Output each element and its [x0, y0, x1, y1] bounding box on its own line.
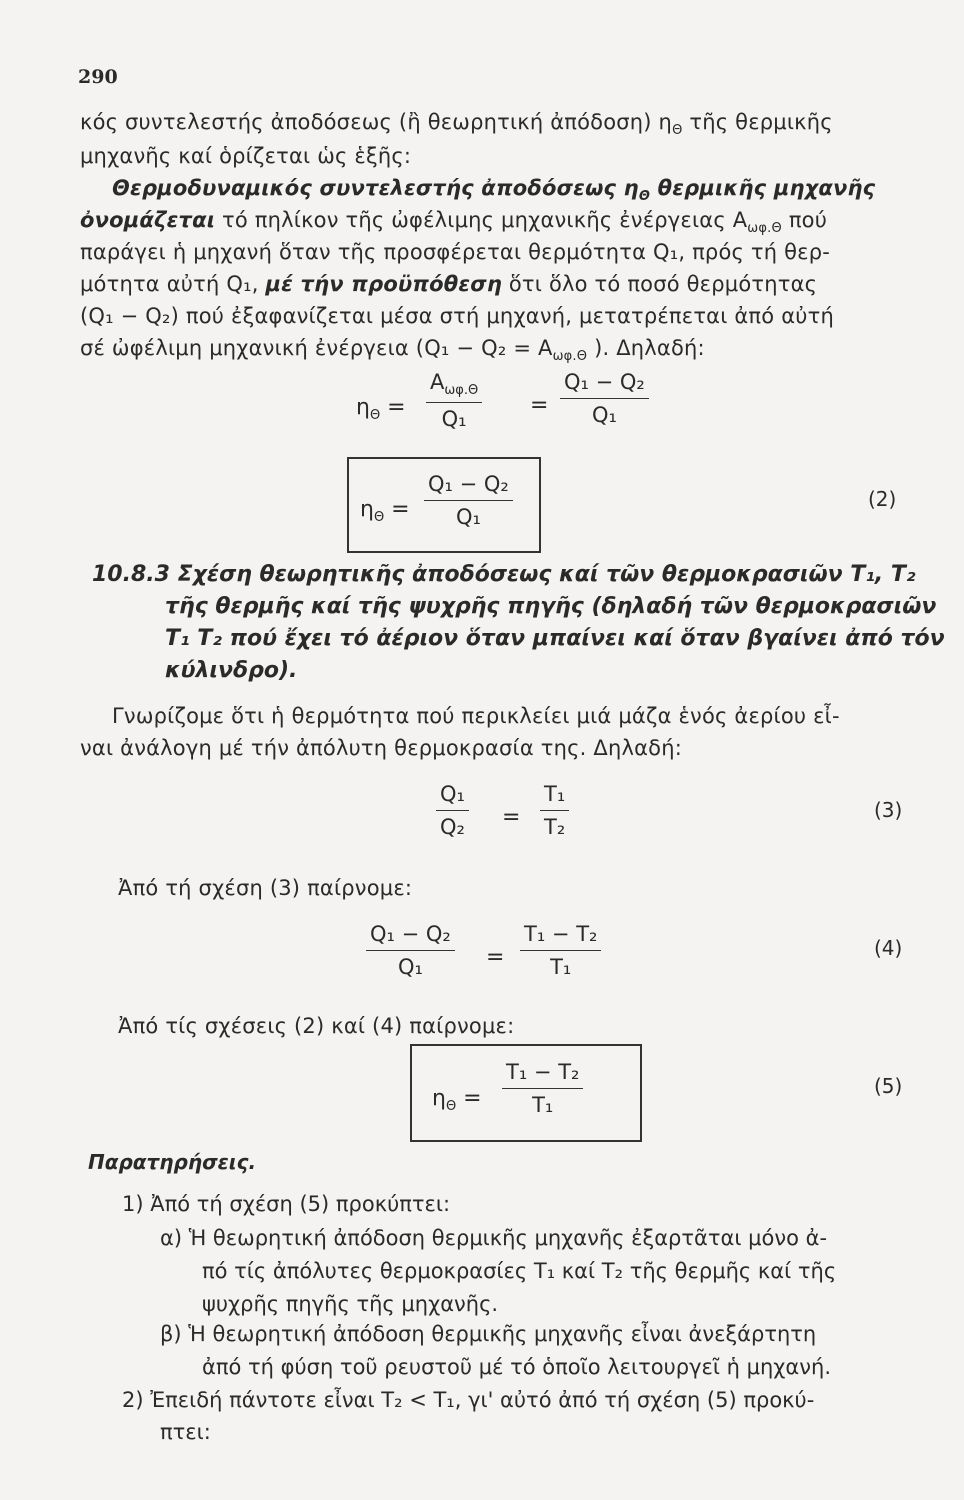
remark-1a-line-2: πό τίς ἀπόλυτες θερμοκρασίες T₁ καί T₂ τῆς θερμῆς καί τῆς	[202, 1259, 837, 1283]
remark-1a-line-1: α) Ἡ θεωρητική ἀπόδοση θερμικῆς μηχανῆς ἐξαρτᾶται μόνο ἀ-	[160, 1226, 828, 1250]
intro-text-1: κός συντελεστής ἀποδόσεως (ἢ θεωρητική ἀπόδοση) η	[80, 110, 673, 134]
definition-bold-end: θερμικῆς μηχανῆς	[650, 176, 876, 200]
para2-line-1: Γνωρίζομε ὅτι ἡ θερμότητα πού περικλείει μιά μάζα ἑνός ἀερίου εἶ-	[112, 704, 840, 728]
intro-line-2: μηχανῆς καί ὁρίζεται ὡς ἑξῆς:	[80, 144, 412, 168]
eq4-den1: Q₁	[397, 955, 423, 979]
eq3-den2: T₂	[544, 815, 566, 839]
eq1-frac1-num-sub: ωφ.Θ	[444, 383, 479, 398]
intro-line-1	[80, 110, 833, 138]
eq3-num1: Q₁	[436, 782, 469, 811]
definition-text-4a: μότητα αὐτή Q₁,	[80, 272, 266, 296]
eq2-fraction	[424, 472, 513, 529]
para2-line-2: ναι ἀνάλογη μέ τήν ἀπόλυτη θερμοκρασία της. Δηλαδή:	[80, 736, 682, 760]
remark-2-line-2: πτει:	[160, 1420, 211, 1444]
eq2-eta: η	[360, 497, 374, 522]
definition-sub-2: ωφ.Θ	[747, 221, 782, 236]
eq1-frac1-den: Q₁	[441, 407, 467, 431]
section-number: 10.8.3	[92, 562, 170, 587]
section-heading-line-4: κύλινδρο).	[165, 658, 298, 683]
definition-bold-1: Θερμοδυναμικός συντελεστής ἀποδόσεως η	[112, 176, 639, 200]
eq3-num2: T₁	[540, 782, 569, 811]
definition-sub-6: ωφ.Θ	[552, 349, 588, 364]
definition-line-5: (Q₁ − Q₂) πού ἐξαφανίζεται μέσα στή μηχανή, μετατρέπεται ἀπό αὐτή	[80, 304, 834, 328]
eq3-label: (3)	[874, 798, 903, 822]
eq4-fraction-2	[520, 922, 601, 979]
eq5-eta-sub: Θ	[445, 1099, 457, 1114]
eq1-lhs: $\eta_\Theta$ =	[356, 395, 406, 423]
eq5-eta: η	[432, 1086, 446, 1111]
eq1-fraction-1	[426, 370, 482, 431]
eq5-lhs: $\eta_\Theta$ =	[432, 1086, 482, 1114]
definition-text-4c: ὅτι ὅλο τό ποσό θερμότητας	[502, 272, 818, 296]
from-eq2-eq4-text: Ἀπό τίς σχέσεις (2) καί (4) παίρνομε:	[118, 1014, 515, 1038]
eq1-frac2-den: Q₁	[591, 403, 617, 427]
eq4-den2: T₁	[550, 955, 572, 979]
eq2-eta-sub: Θ	[373, 510, 385, 525]
remark-2-line-1: 2) Ἐπειδή πάντοτε εἶναι T₂ < T₁, γι' αὐτό ἀπό τή σχέση (5) προκύ-	[122, 1388, 815, 1412]
from-eq3-text: Ἀπό τή σχέση (3) παίρνομε:	[118, 876, 413, 900]
remark-1b-line-1: β) Ἡ θεωρητική ἀπόδοση θερμικῆς μηχανῆς εἶναι ἀνεξάρτητη	[160, 1322, 817, 1346]
remarks-title: Παρατηρήσεις.	[88, 1150, 257, 1174]
eq1-frac1-num	[426, 370, 482, 403]
eq1-eta-sub: Θ	[369, 408, 381, 423]
eq1-fraction-2	[560, 370, 649, 427]
definition-text-6b: ). Δηλαδή:	[587, 336, 705, 360]
definition-text-2: τό πηλίκον τῆς ὠφέλιμης μηχανικῆς ἐνέργειας A	[215, 208, 748, 232]
definition-line-2	[80, 208, 827, 236]
definition-term: ὀνομάζεται	[80, 208, 216, 232]
definition-bold-sub: Θ	[638, 189, 651, 204]
eq4-fraction-1	[366, 922, 455, 979]
eq3-den1: Q₂	[440, 815, 465, 839]
eq2-num: Q₁ − Q₂	[424, 472, 513, 501]
remark-1a-line-3: ψυχρῆς πηγῆς τῆς μηχανῆς.	[202, 1292, 499, 1316]
eq5-fraction	[502, 1060, 583, 1117]
eq4-equals: =	[486, 945, 505, 970]
section-heading-line-3: T₁ T₂ πού ἔχει τό ἀέριον ὅταν μπαίνει καί ὅταν βγαίνει ἀπό τόν	[165, 626, 945, 651]
definition-text-6a: σέ ὠφέλιμη μηχανική ἐνέργεια (Q₁ − Q₂ = A	[80, 336, 553, 360]
definition-line-6	[80, 336, 705, 364]
eq3-equals: =	[502, 805, 521, 830]
intro-text-1-end: τῆς θερμικῆς	[682, 110, 833, 134]
eq3-fraction-1	[436, 782, 469, 839]
eq1-frac1-num-text: A	[430, 370, 445, 394]
eq2-label: (2)	[868, 487, 897, 511]
eq1-frac2-num: Q₁ − Q₂	[560, 370, 649, 399]
eta-subscript: Θ	[672, 123, 683, 138]
eq5-label: (5)	[874, 1074, 903, 1098]
eq1-eta: η	[356, 395, 370, 420]
eq2-den: Q₁	[455, 505, 481, 529]
section-heading-line-2: τῆς θερμῆς καί τῆς ψυχρῆς πηγῆς (δηλαδή τῶν θερμοκρασιῶν	[165, 594, 937, 619]
section-title-1: Σχέση θεωρητικῆς ἀποδόσεως καί τῶν θερμοκρασιῶν T₁, T₂	[177, 562, 916, 587]
definition-emph-4: μέ τήν προϋπόθεση	[265, 272, 502, 296]
section-heading-line-1	[92, 562, 916, 587]
eq5-num: T₁ − T₂	[502, 1060, 583, 1089]
eq2-lhs: $\eta_\Theta$ =	[360, 497, 410, 525]
definition-line-1	[112, 176, 875, 204]
eq1-equals: =	[530, 393, 549, 418]
eq4-num1: Q₁ − Q₂	[366, 922, 455, 951]
remark-1: 1) Ἀπό τή σχέση (5) προκύπτει:	[122, 1192, 451, 1216]
eq4-label: (4)	[874, 936, 903, 960]
definition-end-2: πού	[781, 208, 828, 232]
eq3-fraction-2	[540, 782, 569, 839]
definition-line-4	[80, 272, 817, 296]
remark-1b-line-2: ἀπό τή φύση τοῦ ρευστοῦ μέ τό ὁποῖο λειτουργεῖ ἡ μηχανή.	[202, 1355, 831, 1379]
eq5-den: T₁	[532, 1093, 554, 1117]
eq4-num2: T₁ − T₂	[520, 922, 601, 951]
page-number: 290	[78, 66, 118, 88]
definition-line-3: παράγει ἡ μηχανή ὅταν τῆς προσφέρεται θερμότητα Q₁, πρός τή θερ-	[80, 240, 831, 264]
